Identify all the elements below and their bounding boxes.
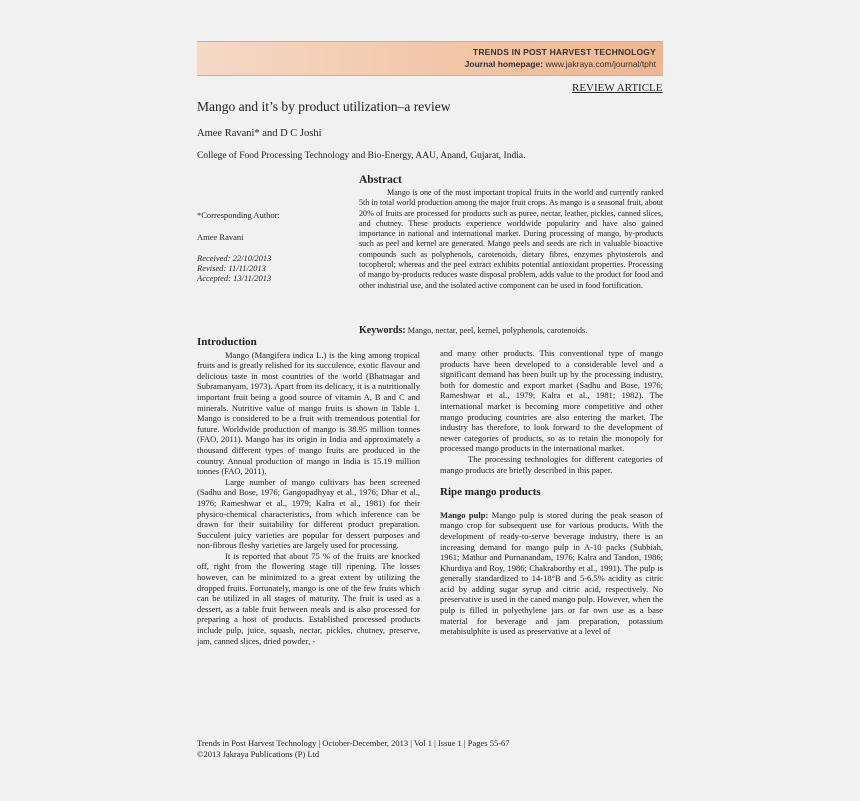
journal-banner xyxy=(197,41,663,76)
journal-homepage xyxy=(465,59,656,69)
corresponding-author-name: Amee Ravani xyxy=(197,232,244,242)
journal-title: TRENDS IN POST HARVEST TECHNOLOGY xyxy=(472,47,656,57)
intro-paragraph-4: and many other products. This conventional type of mango products have been developed to a considerable level and a significant demand has been built up by the processing industry, both for domestic and export market (Sadhu and Bose, 1976; Rameshwar et al., 1979; Kalra et al., 1981; 1982). The international market is becoming more competitive and other mango producing countries are also entering the market. The industry has therefore, to look forward to the development of newer categories of products, so as to retain the monopoly for processed mango products in the international market. xyxy=(440,348,663,454)
intro-paragraph-3: It is reported that about 75 % of the fruits are knocked off, right from the flowering stage till ripening. The losses however, can be minimized to a great extent by utilizing the dropped fruits. Fortunately, mango is one of the few fruits which can be utilized in all stages of maturity. The fruit is used as a dessert, as a table fruit between meals and is also processed for preparing a host of products. Established processed products include pulp, juice, squash, nectar, pickles, chutney, preserve, jam, canned slices, dried powder, - xyxy=(197,550,420,646)
paper-title: Mango and it’s by product utilization–a review xyxy=(197,99,451,114)
right-column xyxy=(440,348,663,637)
mango-pulp-paragraph xyxy=(440,510,663,637)
keywords-label: Keywords: xyxy=(359,325,406,336)
authors: Amee Ravani* and D C Joshi xyxy=(197,128,322,139)
ripe-products-heading: Ripe mango products xyxy=(440,486,541,499)
mango-pulp-text: Mango pulp is stored during the peak season of mango crop for subsequent use for various products. With the development of ready-to-serve beverage industry, there is an increasing demand for mango pulp in A-10 packs (Subbiah, 1961; Mathur and Purnanandam, 1976; Kalra and Tandon, 1986; Khurdiya and Roy, 1986; Chakraborthy et al., 1991). The pulp is generally standardized to 14-18°B and 5-6.5% acidity as citric acid by adding sugar syrup and citric acid, respectively. No preservative is used in the caned mango pulp. However, when the pulp is filled in polyethylene jars or far own use as a base material for beverage and jam preparation, potassium metabisulphite is used as preservative at a level of xyxy=(440,509,664,637)
footer-citation: Trends in Post Harvest Technology | October-December, 2013 | Vol 1 | Issue 1 | Pages 55-67 xyxy=(197,738,510,748)
revised-date: Revised: 11/11/2013 xyxy=(197,263,266,273)
page-footer xyxy=(197,738,510,760)
intro-paragraph-2: Large number of mango cultivars has been screened (Sadhu and Bose, 1976; Gangopadhyay et al., 1976; Dhar et al., 1976; Rameshwar et al., 1979; Kalra et al., 1981) for their physico-chemical characteristics, from which inference can be drawn for their suitability for different product preparation. Succulent juicy varieties are popular for dessert purposes and non-fibrous fleshy varieties are largely used for processing. xyxy=(197,476,420,551)
affiliation: College of Food Processing Technology and Bio-Energy, AAU, Anand, Gujarat, India. xyxy=(197,151,526,161)
left-column xyxy=(197,337,420,646)
footer-copyright: ©2013 Jakraya Publications (P) Ltd xyxy=(197,749,320,759)
introduction-heading: Introduction xyxy=(197,336,257,348)
keywords-text: Mango, nectar, peel, kernel, polyphenols, carotenoids. xyxy=(407,326,588,335)
received-date: Received: 22/10/2013 xyxy=(197,253,272,263)
article-type: REVIEW ARTICLE xyxy=(572,82,663,94)
abstract-text: Mango is one of the most important tropical fruits in the world and currently ranked 5th in total world production among the major fruit crops. As mango is a seasonal fruit, about 20% of fruits are processed for products such as puree, nectar, leather, pickles, canned slices, and chutney. These products experience worldwide popularity and have also gained importance in national and international market. During processing of mango, by-products such as peel and kernel are generated. Mango peels and seeds are rich in valuable bioactive compounds such as polyphenols, carotenoids, dietary fibres, enzymes phytosterols and tocopherol; whereas and the peel extract exhibits potential antioxidant properties. Processing of mango by-products reduces waste disposal problem, adds value to the product for food and other industrial use, and the isolated active component can be used in food fortification. xyxy=(359,188,663,290)
mango-pulp-label: Mango pulp: xyxy=(440,509,489,520)
intro-paragraph-1: Mango (Mangifera indica L.) is the king among tropical fruits and is greatly relished for its succulence, exotic flavour and delicious taste in most countries of the world (Bhatnagar and Subramanyam, 1973). Apart from its delicacy, it is a nutritionally important fruit being a good source of vitamin A, B and C and minerals. Nutritive value of mango fruits is shown in Table 1. Mango is considered to be a fruit with tremendous potential for future. Worldwide production of mango is 38.95 million tonnes (FAO, 2011). Mango has its origin in India and approximately a thousand different types of mango fruits are produced in the country. Annual production of mango in India is 15.19 million tonnes (FAO, 2011). xyxy=(197,349,420,477)
journal-homepage-label: Journal homepage: xyxy=(464,59,544,69)
accepted-date: Accepted: 13/11/2013 xyxy=(197,273,272,283)
keywords xyxy=(359,325,587,336)
corresponding-author-label: *Corresponding Author: xyxy=(197,210,280,220)
intro-paragraph-5: The processing technologies for different categories of mango products are briefly described in this paper. xyxy=(440,453,663,475)
journal-homepage-link[interactable]: www.jakraya.com/journal/tpht xyxy=(545,59,656,69)
abstract-heading: Abstract xyxy=(359,174,402,186)
